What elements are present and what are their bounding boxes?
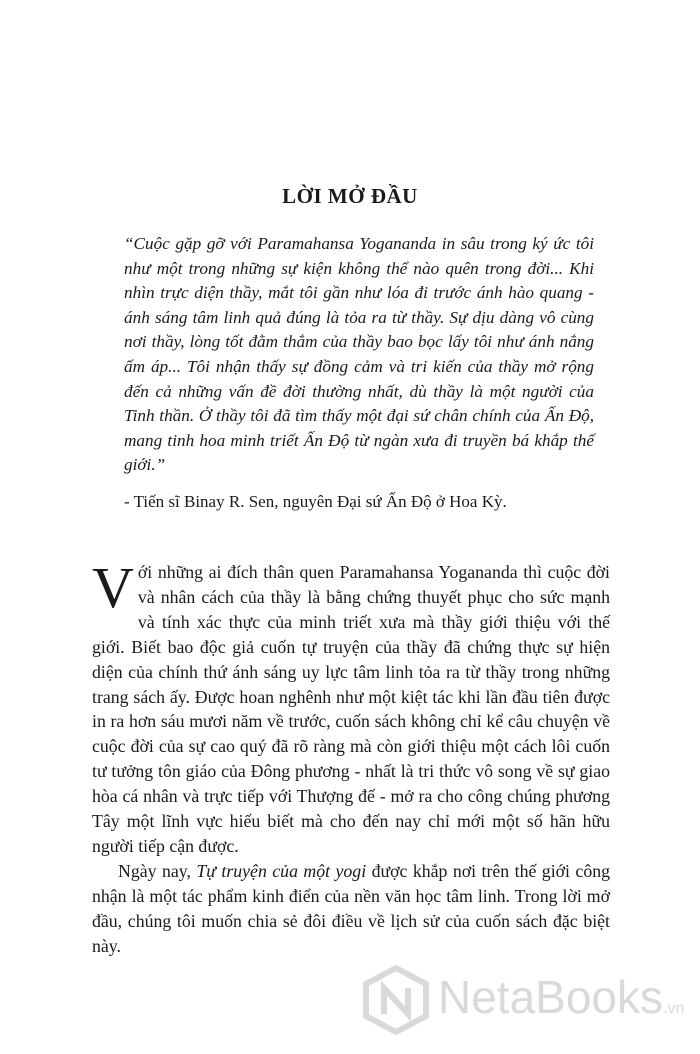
quote-text: “Cuộc gặp gỡ với Paramahansa Yogananda in sâu trong ký ức tôi như một trong những sự kiện không thể nào quên trong đời... Khi nhìn trực diện thầy, mắt tôi gần như lóa đi trước ánh hào quang - ánh sáng tâm linh quả đúng là tỏa ra từ thầy. Sự dịu dàng vô cùng nơi thầy, lòng tốt đằm thắm của thầy bao bọc lấy tôi như ánh nắng ấm áp... Tôi nhận thấy sự đồng cảm và tri kiến của thầy mở rộng đến cả những vấn đề đời thường nhất, dù thầy là một người của Tinh thần. Ở thầy tôi đã tìm thấy một đại sứ chân chính của Ấn Độ, mang tinh hoa minh triết Ấn Độ từ ngàn xưa đi truyền bá khắp thế giới.” — [124, 234, 594, 475]
watermark-brand: NetaBooks — [438, 971, 664, 1023]
page-title: LỜI MỞ ĐẦU — [282, 184, 418, 208]
paragraph-2-after: được khắp nơi trên thế giới công nhận là một tác phẩm kinh điển của nền văn học tâm linh. Trong lời mở đầu, chúng tôi muốn chia sẻ đôi điều về lịch sử của cuốn sách đặc biệt này. — [92, 860, 610, 956]
book-title: Tự truyện của một yogi — [196, 860, 367, 881]
paragraph-1 — [92, 555, 610, 859]
watermark-text — [438, 970, 684, 1024]
paragraph-1-text: ới những ai đích thân quen Paramahansa Yogananda thì cuộc đời và nhân cách của thầy là bằng chứng thuyết phục cho sức mạnh và tính xác thực của minh triết xưa mà thầy giới thiệu với thế giới. Biết bao độc giả cuốn tự truyện của thầy đã chứng thực sự hiện diện của chính thứ ánh sáng uy lực tâm linh tỏa ra từ thầy trong những trang sách ấy. Được hoan nghênh như một kiệt tác khi lần đầu tiên được in ra hơn sáu mươi năm về trước, cuốn sách không chỉ kể câu chuyện về cuộc đời của sự cao quý đã rõ ràng mà còn giới thiệu một cách lôi cuốn tư tưởng tôn giáo của Đông phương - nhất là tri thức vô song về sự giao hòa cá nhân và trực tiếp với Thượng đế - mở ra cho công chúng phương Tây một lĩnh vực hiểu biết mà cho đến nay chỉ mới một số hãn hữu người tiếp cận được. — [92, 562, 610, 856]
epigraph-quote — [124, 232, 594, 478]
paragraph-2 — [92, 859, 610, 959]
drop-cap: V — [92, 555, 134, 620]
quote-attribution: - Tiến sĩ Binay R. Sen, nguyên Đại sứ Ấn Độ ở Hoa Kỳ. — [124, 492, 507, 511]
netabooks-logo-icon — [360, 964, 432, 1036]
paragraph-2-before: Ngày nay, — [118, 860, 197, 881]
watermark-logo — [360, 960, 700, 1040]
body-text — [92, 555, 610, 959]
watermark-suffix: .vn — [663, 1000, 685, 1017]
